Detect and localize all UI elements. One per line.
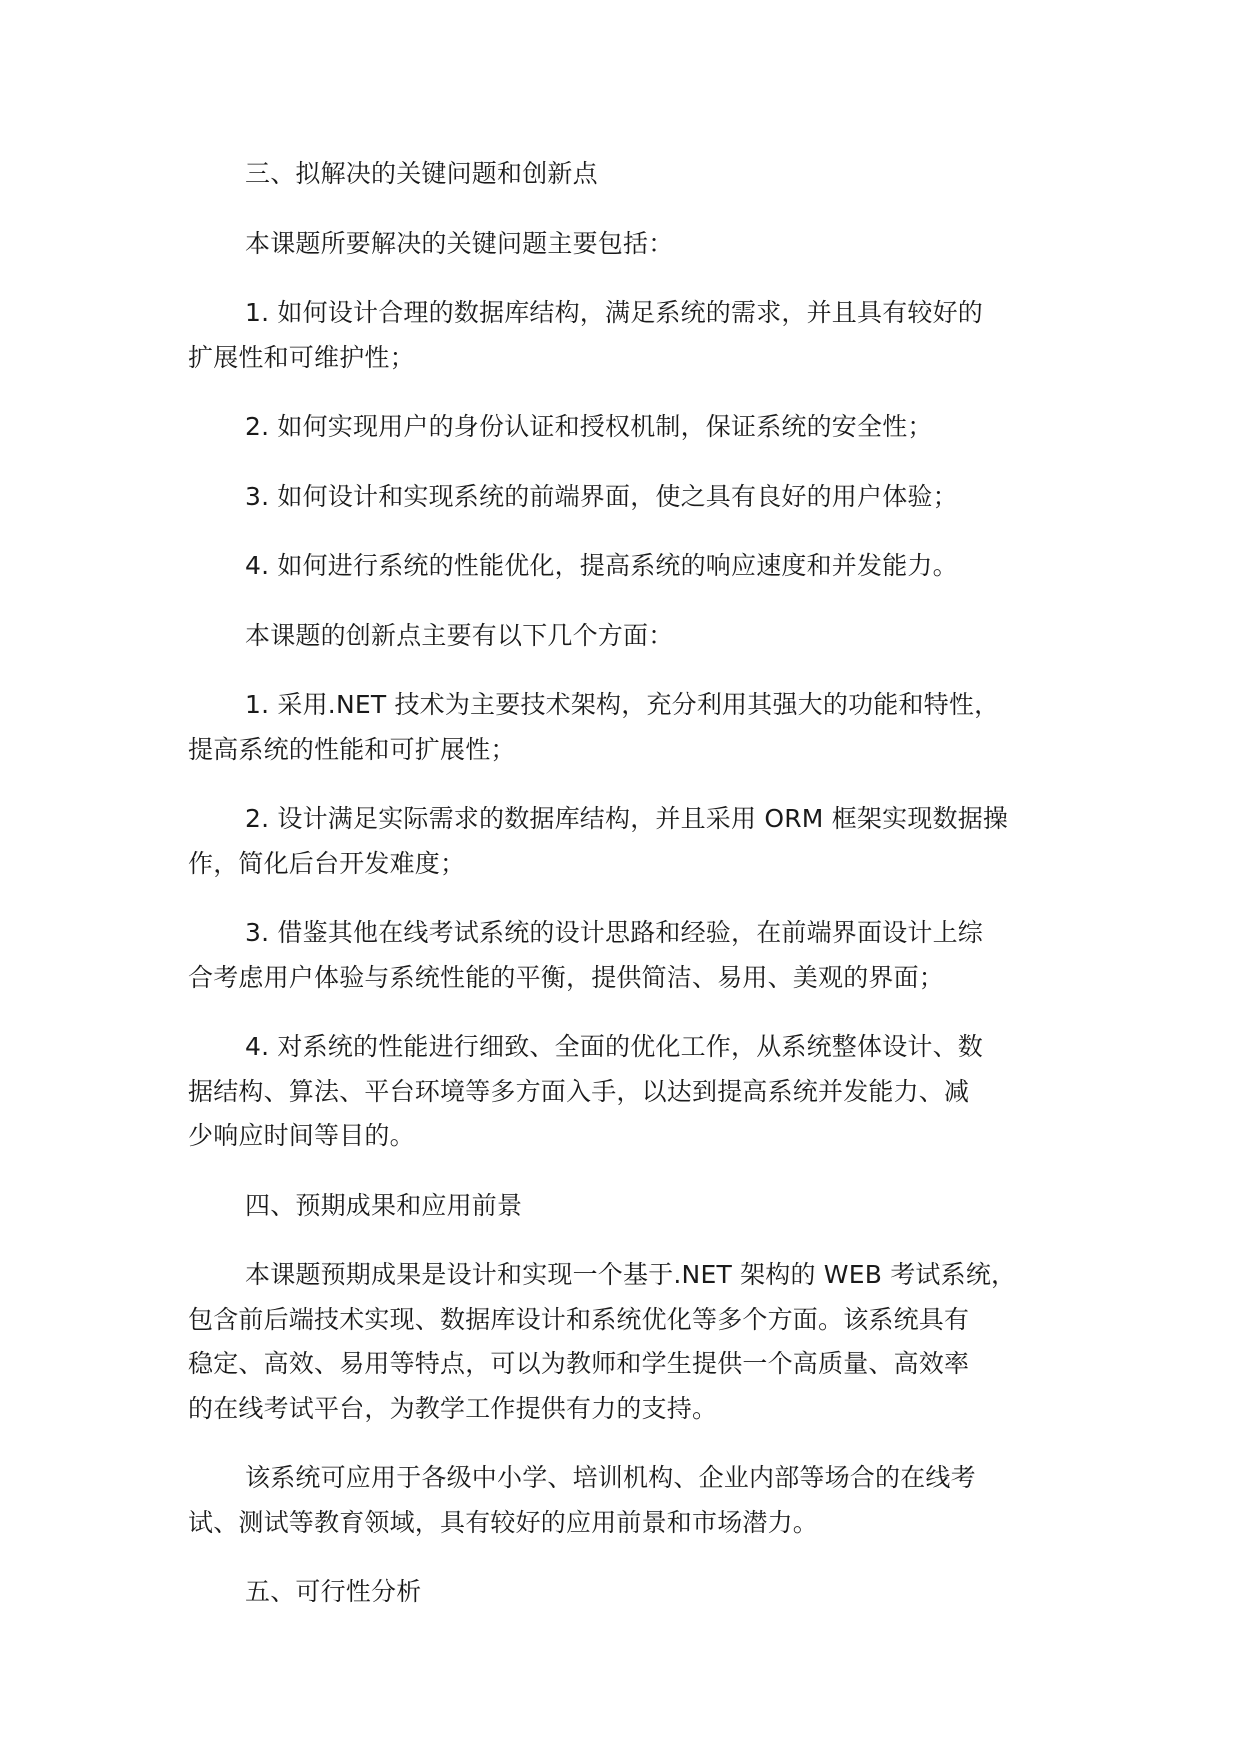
text-line: 1. 采用.NET 技术为主要技术架构，充分利用其强大的功能和特性，: [245, 690, 1000, 719]
text-line: 本课题所要解决的关键问题主要包括：: [245, 228, 674, 258]
text-line: 2. 如何实现用户的身份认证和授权机制，保证系统的安全性；: [245, 412, 933, 441]
text-line: 包含前后端技术实现、数据库设计和系统优化等多个方面。该系统具有: [188, 1304, 970, 1334]
text-line: 合考虑用户体验与系统性能的平衡，提供简洁、易用、美观的界面；: [188, 962, 945, 992]
text-line: 本课题预期成果是设计和实现一个基于.NET 架构的 WEB 考试系统，: [245, 1260, 1017, 1289]
text-line: 五、可行性分析: [245, 1577, 422, 1606]
paragraph-key-problems-intro: [188, 222, 1088, 267]
text-line: 稳定、高效、易用等特点，可以为教师和学生提供一个高质量、高效率: [188, 1349, 970, 1378]
text-line: 少响应时间等目的。: [188, 1121, 415, 1150]
paragraph-innovations-intro: [188, 614, 1088, 659]
text-line: 的在线考试平台，为教学工作提供有力的支持。: [188, 1393, 718, 1423]
section-heading-key-problems: [188, 152, 1088, 197]
text-line: 据结构、算法、平台环境等多方面入手，以达到提高系统并发能力、减: [188, 1076, 970, 1106]
list-item-problem-1: [188, 291, 1088, 380]
paragraph-expected-results: [188, 1253, 1088, 1431]
list-item-problem-3: [188, 475, 1088, 520]
text-line: 1. 如何设计合理的数据库结构，满足系统的需求，并且具有较好的: [245, 298, 984, 327]
text-line: 四、预期成果和应用前景: [245, 1190, 523, 1220]
text-line: 3. 如何设计和实现系统的前端界面，使之具有良好的用户体验；: [245, 481, 958, 511]
list-item-innovation-4: [188, 1025, 1088, 1159]
list-item-innovation-1: [188, 683, 1088, 772]
text-line: 2. 设计满足实际需求的数据库结构，并且采用 ORM 框架实现数据操: [245, 804, 1009, 833]
list-item-innovation-2: [188, 797, 1088, 886]
text-line: 试、测试等教育领域，具有较好的应用前景和市场潜力。: [188, 1507, 819, 1537]
text-line: 三、拟解决的关键问题和创新点: [245, 159, 598, 188]
text-line: 作，简化后台开发难度；: [188, 848, 466, 878]
text-line: 该系统可应用于各级中小学、培训机构、企业内部等场合的在线考: [245, 1463, 976, 1492]
paragraph-application-prospects: [188, 1456, 1088, 1545]
list-item-problem-4: [188, 544, 1088, 589]
section-heading-feasibility: [188, 1570, 1088, 1615]
text-line: 4. 如何进行系统的性能优化，提高系统的响应速度和并发能力。: [245, 551, 958, 580]
text-line: 提高系统的性能和可扩展性；: [188, 734, 516, 764]
text-line: 扩展性和可维护性；: [188, 342, 415, 372]
list-item-problem-2: [188, 405, 1088, 450]
section-heading-expected-results: [188, 1184, 1088, 1229]
document-body: [188, 152, 1088, 1640]
text-line: 3. 借鉴其他在线考试系统的设计思路和经验，在前端界面设计上综: [245, 918, 984, 947]
text-line: 本课题的创新点主要有以下几个方面：: [245, 620, 674, 650]
list-item-innovation-3: [188, 911, 1088, 1000]
text-line: 4. 对系统的性能进行细致、全面的优化工作，从系统整体设计、数: [245, 1032, 984, 1061]
